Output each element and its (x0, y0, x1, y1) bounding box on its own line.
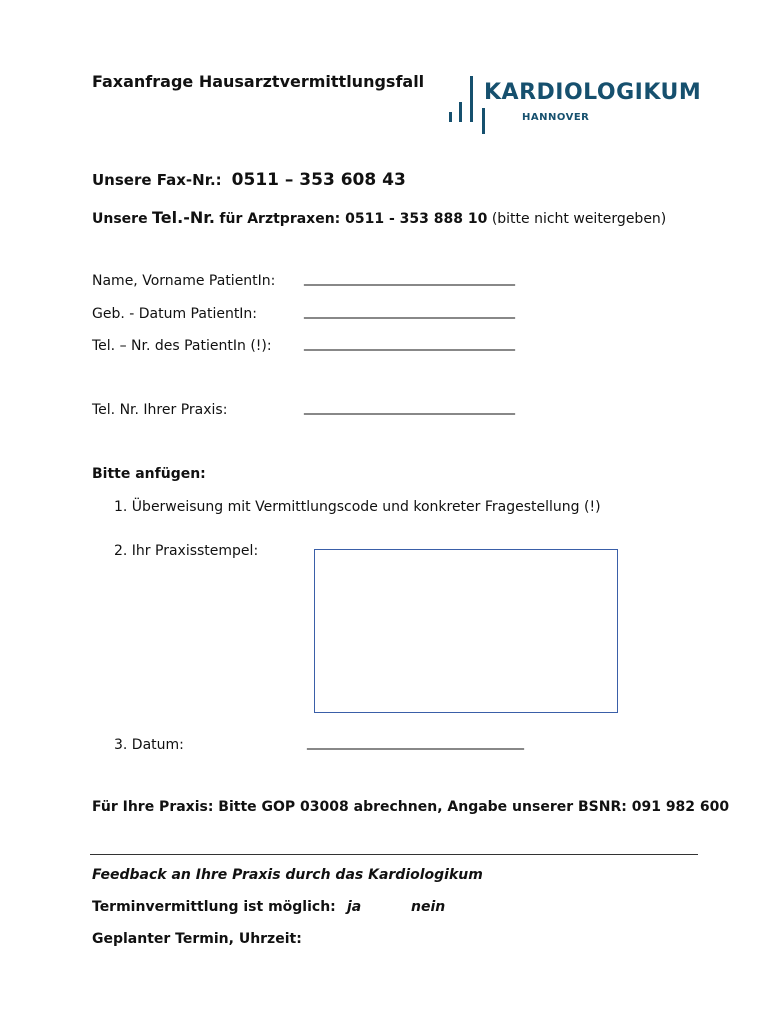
attach-item-stamp: 2. Ihr Praxisstempel: (114, 543, 259, 559)
feedback-heading: Feedback an Ihre Praxis durch das Kardiologikum (92, 867, 483, 883)
logo-city: HANNOVER (522, 112, 590, 123)
patient-name-label: Name, Vorname PatientIn: (92, 273, 276, 289)
logo-bars-icon (446, 72, 486, 136)
option-yes[interactable]: ja (347, 899, 362, 915)
planned-appointment-label: Geplanter Termin, Uhrzeit: (92, 931, 302, 947)
patient-phone-field[interactable]: ___________________________________ (304, 335, 514, 351)
option-no[interactable]: nein (411, 899, 446, 915)
attach-item-referral: 1. Überweisung mit Vermittlungscode und konkreter Fragestellung (!) (114, 499, 601, 515)
practice-phone-label: Tel. Nr. Ihrer Praxis: (92, 402, 228, 418)
practice-phone-field[interactable]: ___________________________________ (304, 399, 514, 415)
appointment-label: Terminvermittlung ist möglich: (92, 899, 336, 915)
kardiologikum-logo (446, 72, 726, 136)
patient-birthdate-field[interactable]: ___________________________________ (304, 303, 514, 319)
tel-line (92, 208, 666, 227)
fax-line (92, 170, 406, 190)
attach-item-date: 3. Datum: (114, 737, 184, 753)
stamp-box[interactable] (314, 549, 618, 713)
billing-note: Für Ihre Praxis: Bitte GOP 03008 abrechnen, Angabe unserer BSNR: 091 982 600 (92, 799, 730, 815)
logo-wordmark: KARDIOLOGIKUM (484, 80, 702, 105)
patient-name-field[interactable]: ___________________________________ (304, 270, 514, 286)
date-field[interactable]: ____________________________________ (307, 734, 523, 750)
tel-number: für Arztpraxen: 0511 - 353 888 10 (219, 211, 488, 227)
tel-note: (bitte nicht weitergeben) (491, 211, 667, 227)
divider (90, 854, 698, 855)
patient-birthdate-label: Geb. - Datum PatientIn: (92, 306, 258, 322)
attach-heading: Bitte anfügen: (92, 466, 206, 482)
tel-prefix: Unsere (92, 211, 148, 227)
fax-label: Unsere Fax-Nr.: (92, 171, 222, 189)
tel-label: Tel.-Nr. (152, 208, 215, 227)
form-title: Faxanfrage Hausarztvermittlungsfall (92, 72, 425, 91)
patient-phone-label: Tel. – Nr. des PatientIn (!): (92, 338, 272, 354)
fax-number: 0511 – 353 608 43 (231, 170, 406, 190)
